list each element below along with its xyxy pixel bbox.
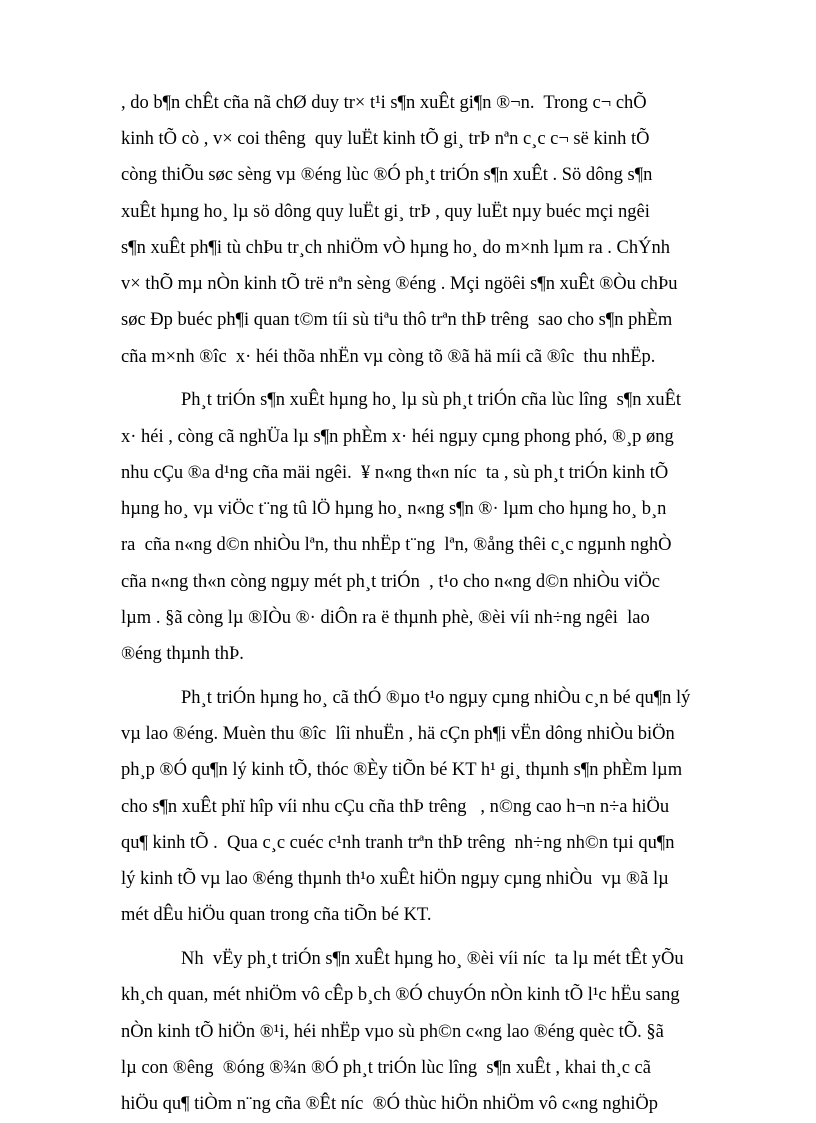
text-line: vµ lao ®éng. Muèn thu ®îc lîi nhuËn , hä cÇn ph¶i vËn dông nhiÒu biÖn [121,724,675,744]
text-line: xuÊt hµng ho¸ lµ sö dông quy luËt gi¸ trÞ , quy luËt nµy buéc mçi ngêi [121,202,650,222]
text-line: cña m×nh ®îc x· héi thõa nhËn vµ còng tõ ®ã hä míi cã ®îc thu nhËp. [121,347,656,367]
text-line: còng thiÕu søc sèng vµ ®éng lùc ®Ó ph¸t triÓn s¶n xuÊt . Sö dông s¶n [121,165,653,185]
text-line: nÒn kinh tÕ hiÖn ®¹i, héi nhËp vµo sù ph©n c«ng lao ®éng quèc tÕ. §ã [121,1022,664,1042]
text-line: hµng ho¸ vµ viÖc t¨ng tû lÖ hµng ho¸ n«ng s¶n ®· lµm cho hµng ho¸ b¸n [121,499,667,519]
text-line: mét dÊu hiÖu quan trong cña tiÕn bé KT. [121,905,432,925]
text-line: Ph¸t triÓn s¶n xuÊt hµng ho¸ lµ sù ph¸t triÓn cña lùc lîng s¶n xuÊt [181,390,682,410]
text-line: søc Ðp buéc ph¶i quan t©m tíi sù tiªu thô trªn thÞ trêng sao cho s¶n phÈm [121,310,673,330]
text-line: lý kinh tÕ vµ lao ®éng thµnh th¹o xuÊt hiÖn ngµy cµng nhiÒu vµ ®ã lµ [121,869,669,889]
text-line: lµ con ®êng ®óng ®¾n ®Ó ph¸t triÓn lùc lîng s¶n xuÊt , khai th¸c cã [121,1058,651,1078]
text-line: ra cña n«ng d©n nhiÒu lªn, thu nhËp t¨ng lªn, ®ång thêi c¸c ngµnh nghÒ [121,535,672,555]
text-line: qu¶ kinh tÕ . Qua c¸c cuéc c¹nh tranh trªn thÞ trêng nh÷ng nh©n tµi qu¶n [121,833,675,853]
text-line: Nh vËy ph¸t triÓn s¶n xuÊt hµng ho¸ ®èi víi níc ta lµ mét tÊt yÕu [181,949,684,969]
text-line: kh¸ch quan, mét nhiÖm vô cÊp b¸ch ®Ó chuyÓn nÒn kinh tÕ l¹c hËu sang [121,985,680,1005]
text-line: ph¸p ®Ó qu¶n lý kinh tÕ, thóc ®Èy tiÕn bé KT h¹ gi¸ thµnh s¶n phÈm lµm [121,760,683,780]
text-line: , do b¶n chÊt cña nã chØ duy tr× t¹i s¶n xuÊt gi¶n ®¬n. Trong c¬ chÕ [121,93,647,113]
text-line: s¶n xuÊt ph¶i tù chÞu tr¸ch nhiÖm vÒ hµng ho¸ do m×nh lµm ra . ChÝnh [121,238,671,258]
text-line: lµm . §ã còng lµ ®IÒu ®· diÔn ra ë thµnh phè, ®èi víi nh÷ng ngêi lao [121,608,650,628]
text-line: Ph¸t triÓn hµng ho¸ cã thÓ ®µo t¹o ngµy cµng nhiÒu c¸n bé qu¶n lý [181,688,691,708]
text-line: x· héi , còng cã nghÜa lµ s¶n phÈm x· héi ngµy cµng phong phó, ®¸p øng [121,427,674,447]
text-line: ®éng thµnh thÞ. [121,644,244,664]
text-line: nhu cÇu ®a d¹ng cña mäi ngêi. ¥ n«ng th«n níc ta , sù ph¸t triÓn kinh tÕ [121,463,669,483]
text-line: hiÖu qu¶ tiÒm n¨ng cña ®Êt níc ®Ó thùc hiÖn nhiÖm vô c«ng nghiÖp [121,1094,658,1114]
text-line: kinh tÕ cò , v× coi thêng quy luËt kinh tÕ gi¸ trÞ nªn c¸c c¬ së kinh tÕ [121,129,650,149]
text-line: v× thÕ mµ nÒn kinh tÕ trë nªn sèng ®éng . Mçi ngöêi s¶n xuÊt ®Òu chÞu [121,274,678,294]
text-line: cña n«ng th«n còng ngµy mét ph¸t triÓn , t¹o cho n«ng d©n nhiÒu viÖc [121,572,660,592]
text-line: cho s¶n xuÊt phï hîp víi nhu cÇu cña thÞ trêng , n©ng cao h¬n n÷a hiÖu [121,797,670,817]
